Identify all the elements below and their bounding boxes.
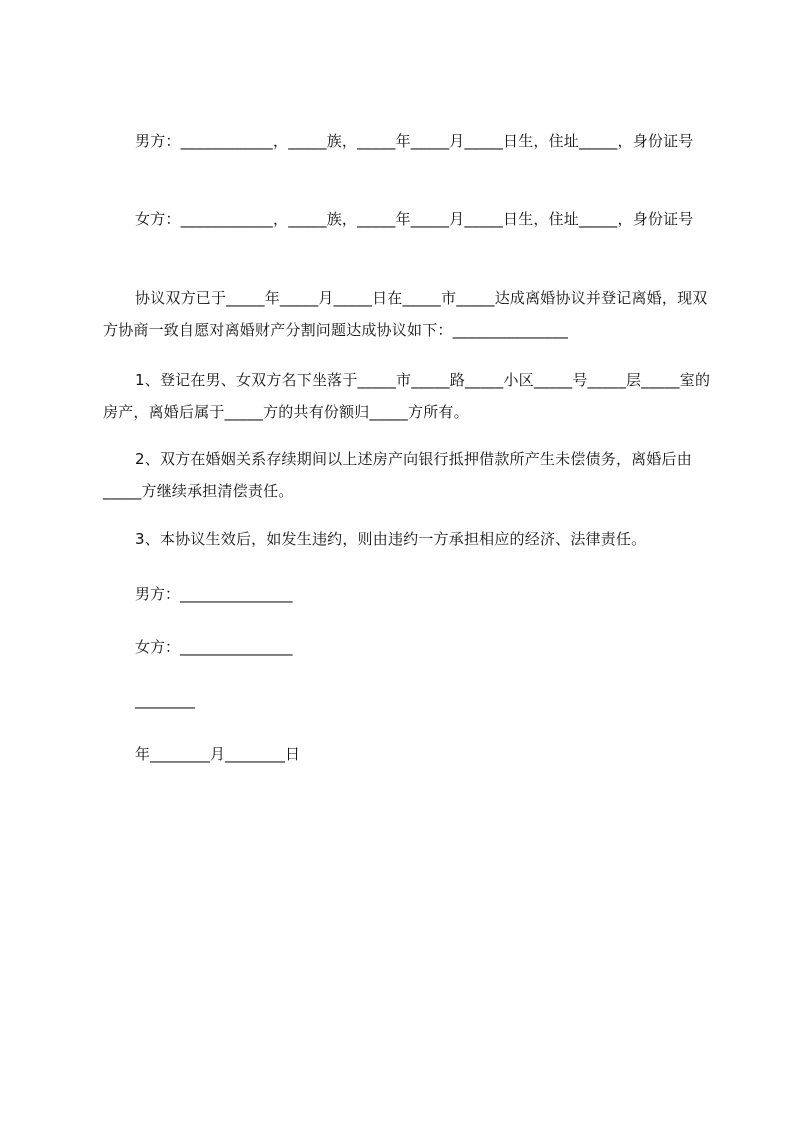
husband-info-paragraph: 男方：____________，_____族，_____年_____月_____日生，住址_____，身份证号	[135, 132, 694, 150]
clause-1-paragraph: 1、登记在男、女双方名下坐落于_____市_____路_____小区_____号_____层_____室的房产，离婚后属于_____方的共有份额归_____方所有。	[103, 371, 711, 421]
signature-wife: 女方：_______________	[135, 638, 293, 656]
wife-info-paragraph: 女方：____________，_____族，_____年_____月_____日生，住址_____，身份证号	[135, 210, 694, 228]
signature-blank: ________	[135, 691, 195, 709]
clause-2-paragraph: 2、双方在婚姻关系存续期间以上述房产向银行抵押借款所产生未偿债务，离婚后由_____方继续承担清偿责任。	[103, 450, 692, 500]
clause-3-paragraph: 3、本协议生效后，如发生违约，则由违约一方承担相应的经济、法律责任。	[135, 530, 647, 548]
agreement-intro-paragraph: 协议双方已于_____年_____月_____日在_____市_____达成离婚协议并登记离婚，现双方协商一致自愿对离婚财产分割问题达成协议如下：_______________	[103, 289, 708, 339]
signature-husband: 男方：_______________	[135, 585, 293, 603]
signature-date: 年________月________日	[135, 745, 301, 763]
